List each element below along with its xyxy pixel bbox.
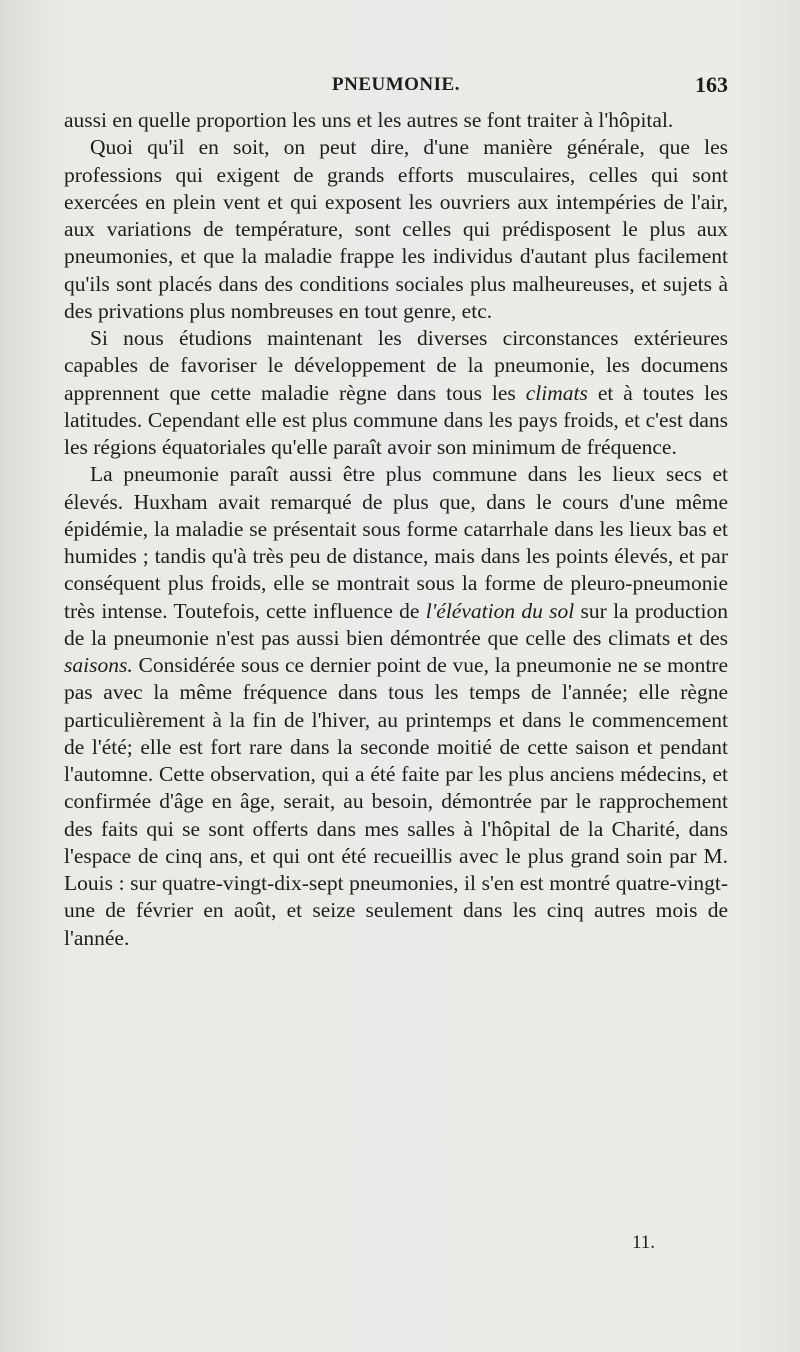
page-number: 163 bbox=[695, 72, 728, 97]
paragraph-4 bbox=[64, 461, 728, 952]
emphasis-saisons: saisons. bbox=[64, 653, 133, 677]
running-title: PNEUMONIE. bbox=[332, 74, 460, 95]
paragraph-3 bbox=[64, 325, 728, 461]
emphasis-elevation: l'élévation du sol bbox=[425, 598, 575, 623]
signature-mark: 11. bbox=[632, 1232, 656, 1253]
paragraph-1: aussi en quelle proportion les uns et les autres se font traiter à l'hôpital. bbox=[64, 108, 674, 132]
emphasis-climats: climats bbox=[525, 380, 588, 405]
paragraph-3-text-a: Si nous étudions maintenant les diverses circonstances extérieures capables de favoriser le développement de la pneumonie, les documens apprennent que cette maladie règne dans tous les bbox=[64, 326, 728, 405]
paragraph-4-text-b: sur la production de la pneumonie n'est pas aussi bien démontrée que celle des climats et des bbox=[64, 598, 729, 650]
paragraph-2: Quoi qu'il en soit, on peut dire, d'une manière générale, que les professions qui exigent de grands efforts musculaires, celles qui sont exercées en plein vent et qui exposent les ouvriers aux intempéries de l'air, aux variations de température, sont celles qui prédisposent le plus aux pneumonies, et que la maladie frappe les individus d'autant plus facilement qu'ils sont placés dans des conditions sociales plus malheureuses, et sujets à des privations plus nombreuses en tout genre, etc. bbox=[64, 135, 728, 323]
paragraph-3-text-b: et à toutes les latitudes. Cependant elle est plus commune dans les pays froids, et c'est dans les régions équatoriales qu'elle paraît avoir son minimum de fréquence. bbox=[64, 380, 729, 459]
body-text bbox=[64, 107, 728, 952]
page-header bbox=[64, 74, 728, 102]
paragraph-4-text-a: La pneumonie paraît aussi être plus commune dans les lieux secs et élevés. Huxham avait remarqué de plus que, dans le cours d'une même épidémie, la maladie se présentait sous forme catarrhale dans les lieux bas et humides ; tandis qu'à très peu de distance, mais dans les points élevés, et par conséquent plus froids, elle se montrait sous la forme de pleuro-pneumonie très intense. Toutefois, cette influence de bbox=[64, 462, 728, 623]
paragraph-4-text-c: Considérée sous ce dernier point de vue, la pneumonie ne se montre pas avec la même fréquence dans tous les temps de l'année; elle règne particulièrement à la fin de l'hiver, au printemps et dans le commencement de l'été; elle est fort rare dans la seconde moitié de cette saison et pendant l'automne. Cette observation, qui a été faite par les plus anciens médecins, et confirmée d'âge en âge, serait, au besoin, démontrée par le rapprochement des faits qui se sont offerts dans mes salles à l'hôpital de la Charité, dans l'espace de cinq ans, et qui ont été recueillis avec le plus grand soin par M. Louis : sur quatre-vingt-dix-sept pneumonies, il s'en est montré quatre-vingt-une de février en août, et seize seulement dans les cinq autres mois de l'année. bbox=[64, 653, 728, 950]
